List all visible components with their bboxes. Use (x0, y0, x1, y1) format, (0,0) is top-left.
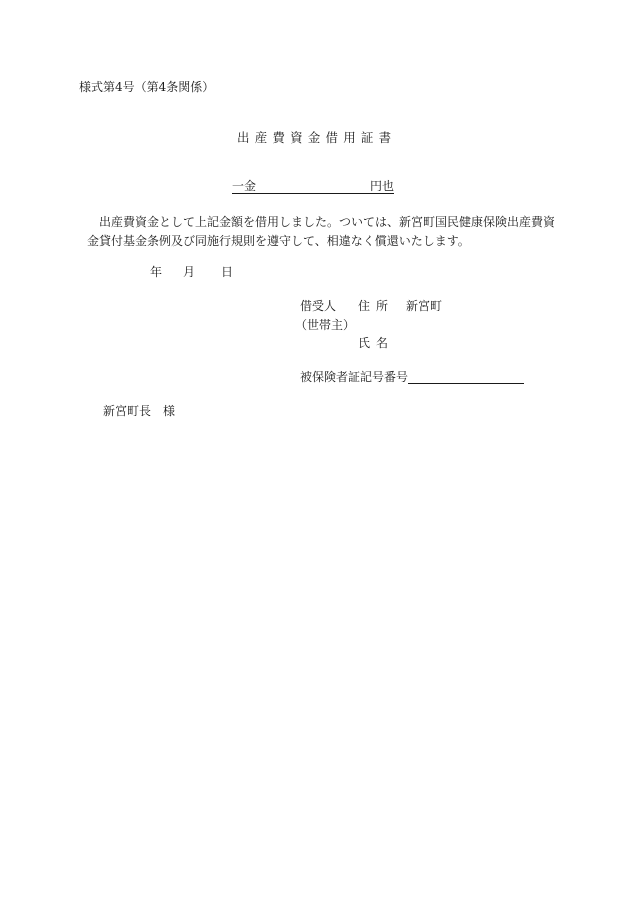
amount-prefix: 一金 (232, 179, 257, 193)
body-line-1: 出産費資金として上記金額を借用しました。ついては、新宮町国民健康保険出産費資 (99, 215, 556, 229)
insurance-number-field (300, 371, 524, 383)
body-line-2: 金貸付基金条例及び同施行規則を遵守して、相違なく償還いたします。 (87, 234, 470, 248)
document-title: 出産費資金借用証書 (237, 130, 397, 145)
date-day-label: 日 (221, 265, 234, 279)
form-number: 様式第4号（第4条関係） (79, 80, 215, 94)
date-month-label: 月 (183, 265, 196, 279)
borrower-label: 借受人 (300, 299, 337, 313)
amount-field (232, 180, 394, 194)
addressee-honorific: 様 (163, 404, 176, 418)
date-year-label: 年 (150, 265, 163, 279)
address-label: 住所 (358, 299, 395, 313)
insurance-number-label: 被保険者証記号番号 (300, 370, 409, 384)
body-paragraph (87, 213, 567, 251)
householder-label: （世帯主） (295, 318, 356, 332)
addressee-name: 新宮町長 (103, 404, 152, 418)
addressee (103, 405, 175, 417)
address-value: 新宮町 (406, 299, 443, 313)
amount-suffix: 円也 (369, 179, 394, 193)
name-label: 氏名 (358, 336, 395, 350)
insurance-number-blank (408, 371, 524, 384)
